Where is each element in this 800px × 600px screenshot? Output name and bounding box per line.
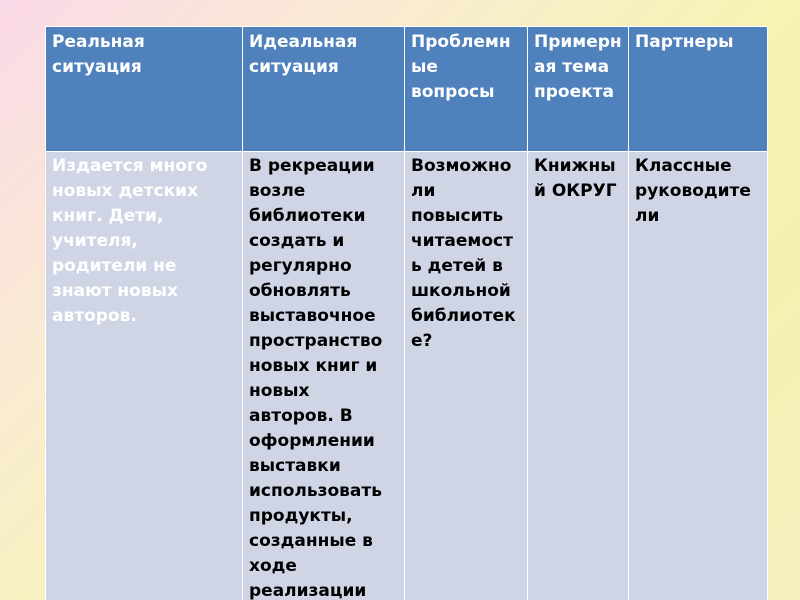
cell-real-situation: Издается много новых детских книг. Дети, учителя, родители не знают новых авторов. [46,152,243,600]
header-row [46,27,768,152]
cell-project-topic: Книжный ОКРУГ [528,152,629,600]
cell-partners: Классные руководители [629,152,768,600]
project-table [45,26,768,600]
table-row [46,152,768,600]
header-real-situation: Реальная ситуация [46,27,243,152]
cell-problem-questions: Возможно ли повысить читаемость детей в школьной библиотеке? [405,152,528,600]
header-problem-questions: Проблемные вопросы [405,27,528,152]
header-ideal-situation: Идеальная ситуация [243,27,405,152]
header-project-topic: Примерная тема проекта [528,27,629,152]
cell-ideal-situation: В рекреации возле библиотеки создать и регулярно обновлять выставочное пространство новых книг и новых авторов. В оформлении выставки использовать продукты, созданные в ходе реализации [243,152,405,600]
header-partners: Партнеры [629,27,768,152]
